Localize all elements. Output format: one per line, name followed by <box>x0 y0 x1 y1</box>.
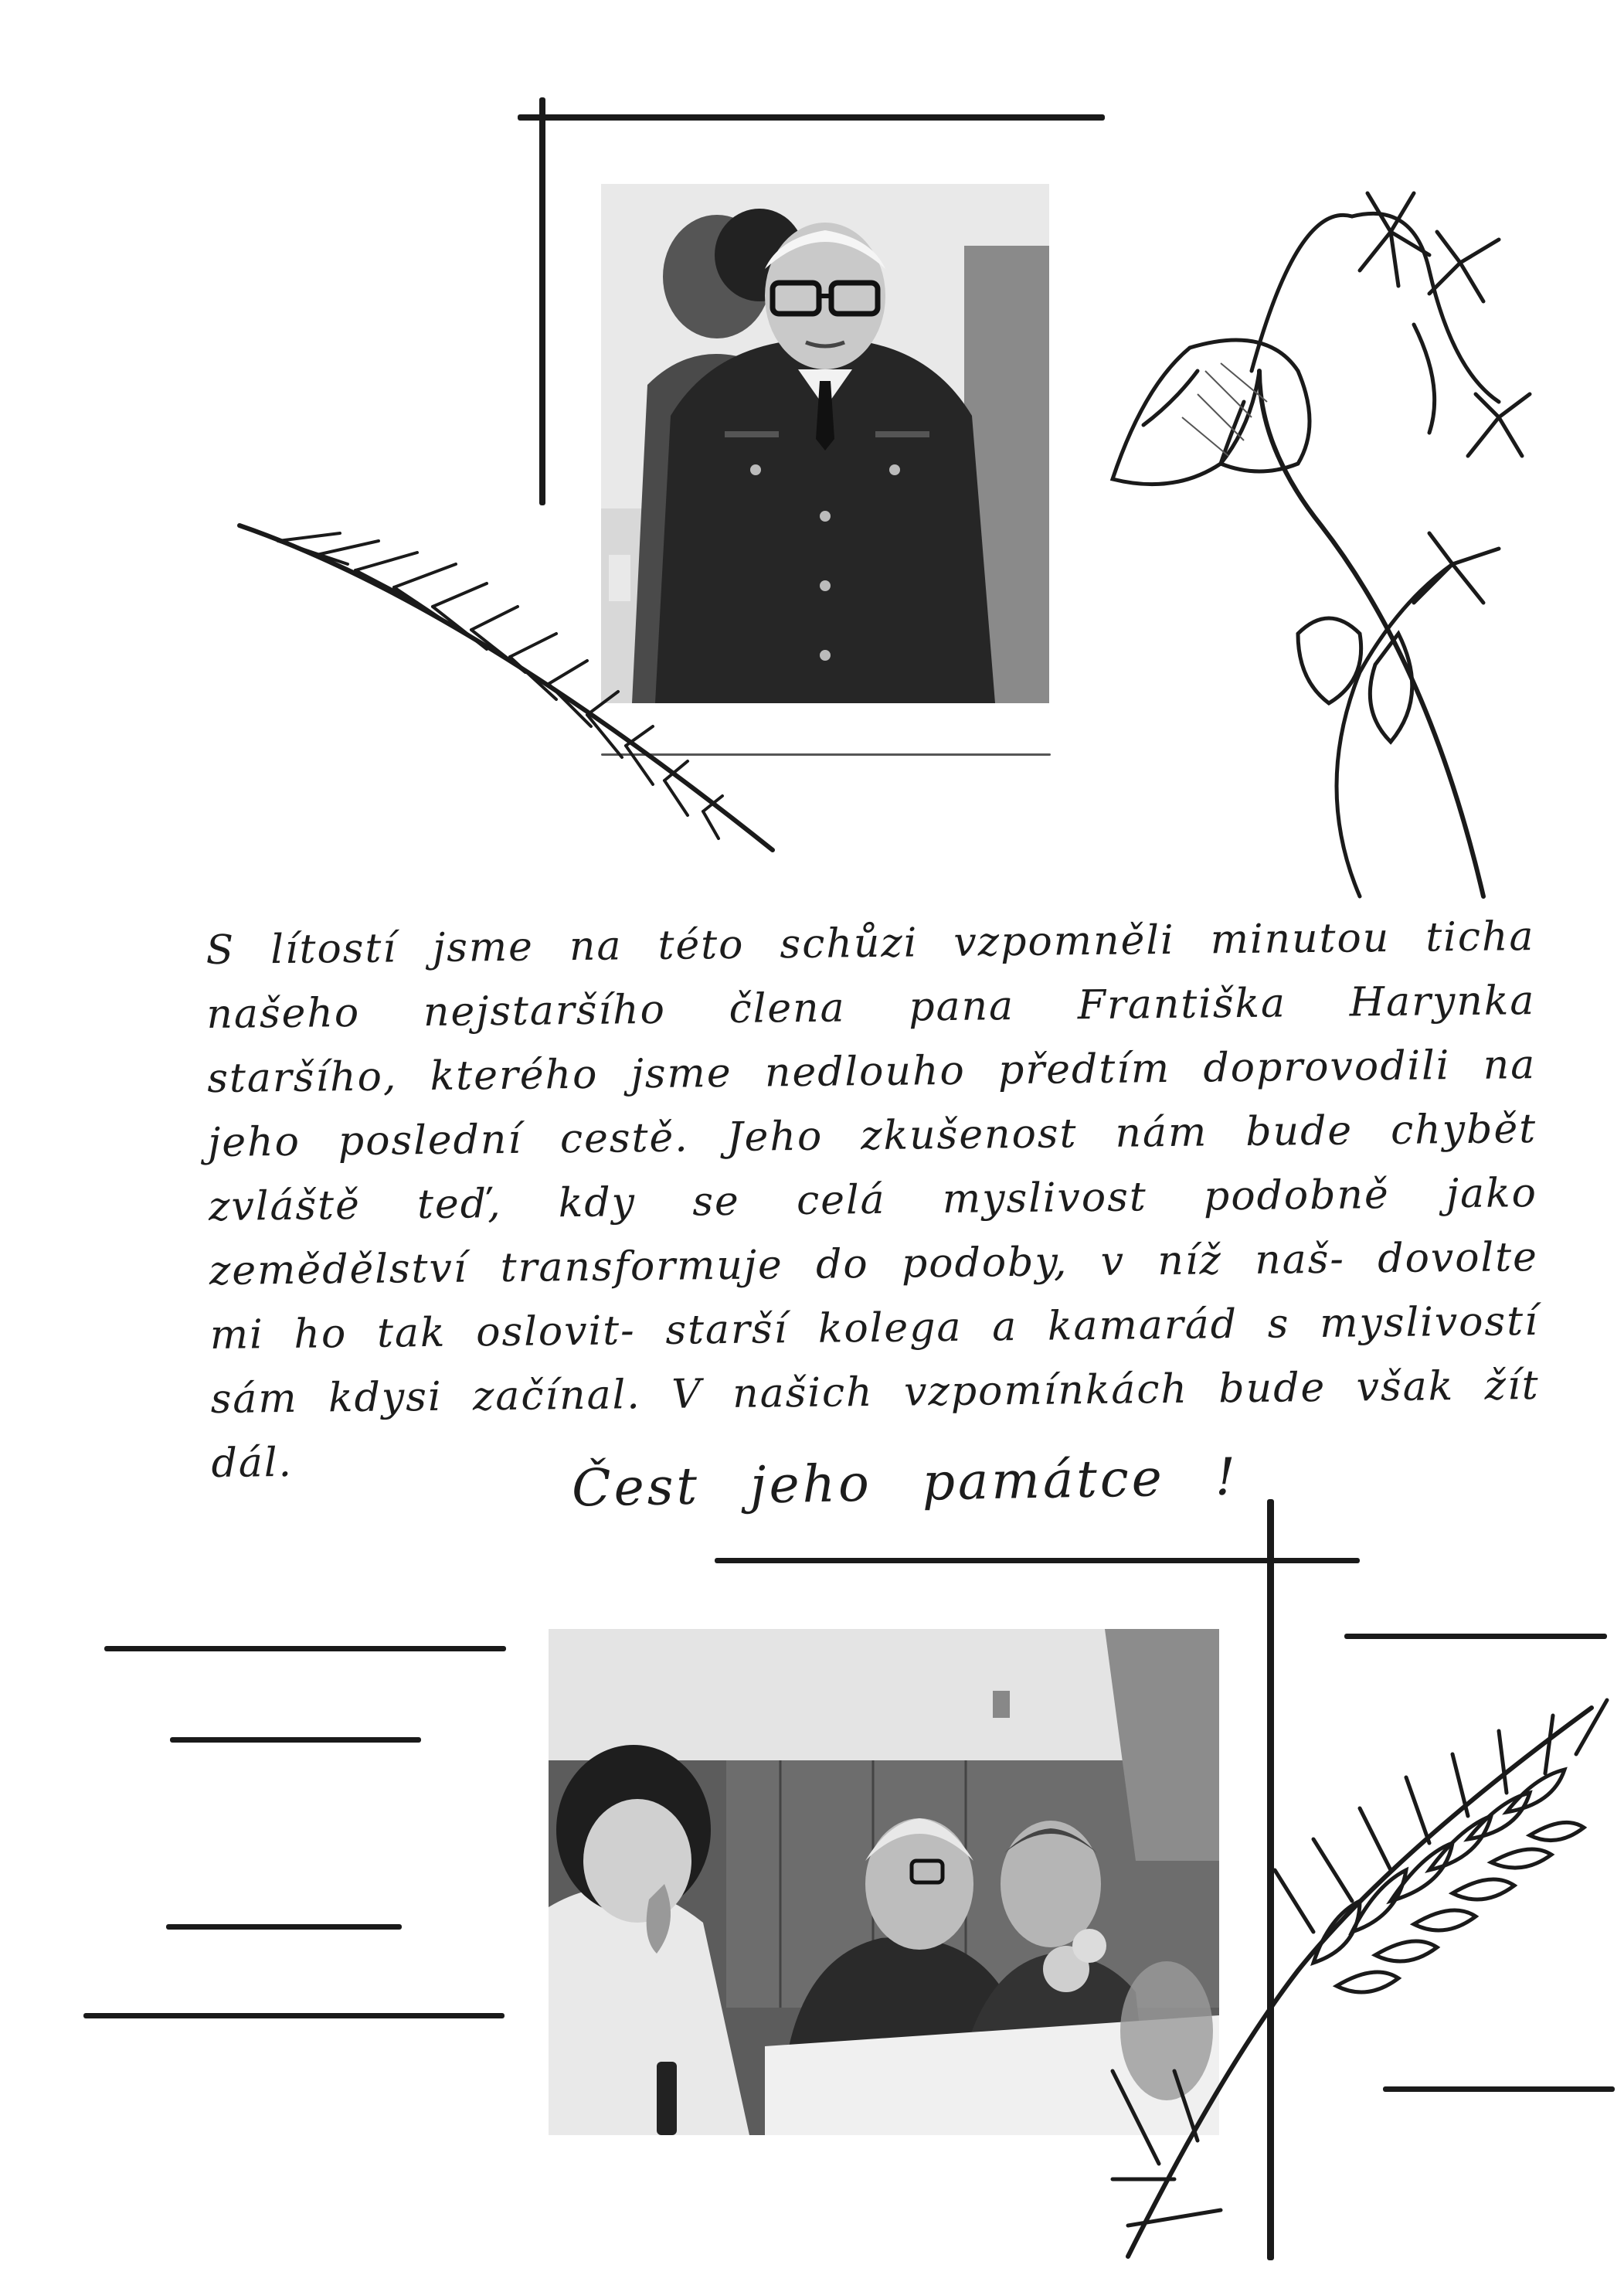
frame-line-bottom-horizontal <box>715 1558 1360 1563</box>
fern-branch-drawing <box>232 510 788 858</box>
decor-line-2 <box>170 1737 421 1743</box>
decor-line-1 <box>104 1646 506 1651</box>
memorial-text: S lítostí jsme na této schůzi vzpomněli minutou ticha našeho nejstaršího člena pana Františka Harynka staršího, kterého jsme nedlouho předtím doprovodili na jeho poslední cestě. Jeho zkušenost nám bude chybět zvláště teď, kdy se celá myslivost podobně jako zemědělství transformuje do podoby, v níž naš- dovolte mi ho tak oslovit- starší kolega a kamarád s myslivostí sám kdysi začínal. V našich vzpomínkách bude však žít dál. <box>206 913 1540 1487</box>
wheat-ear-drawing <box>1082 1638 1622 2272</box>
decor-line-3 <box>166 1924 402 1930</box>
memorial-closing: Čest jeho památce ! <box>571 1447 1239 1518</box>
bellflower-drawing <box>1066 170 1561 912</box>
frame-line-top-vertical <box>539 97 545 505</box>
decor-line-4 <box>83 2013 505 2018</box>
frame-line-top-horizontal <box>518 114 1105 121</box>
